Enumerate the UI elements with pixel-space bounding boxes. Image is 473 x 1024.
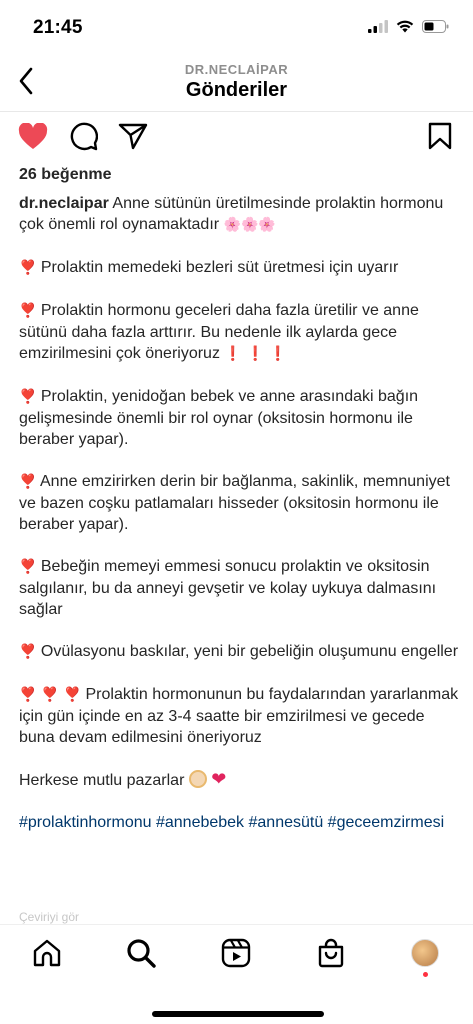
search-icon — [126, 938, 156, 968]
caption-intro: dr.neclaipar Anne sütünün üretilmesinde prolaktin hormonu çok önemli rol oynamaktadır 🌸🌸🌸 — [19, 195, 444, 233]
doctor-emoji-icon — [189, 770, 207, 788]
notification-dot — [423, 972, 428, 977]
account-name: DR.NECLAİPAR — [184, 62, 289, 77]
heart-exclamation-icon: ❣️ — [19, 474, 37, 490]
heart-exclamation-icon: ❣️ — [19, 644, 37, 660]
caption-paragraph: ❣️ Prolaktin hormonu geceleri daha fazla üretilir ve anne sütünü daha fazla arttırır. Bu nedenle ilk aylarda gece emzirilmesini çok öneriyoruz ❗ ❗ ❗ — [19, 302, 419, 362]
caption-paragraph: ❣️ Ovülasyonu baskılar, yeni bir gebeliğin oluşumunu engeller — [19, 643, 459, 660]
see-translation-link[interactable]: Çeviriyi gör — [19, 910, 80, 924]
shopping-bag-icon — [316, 938, 346, 968]
red-heart-icon: ❤ — [211, 769, 227, 790]
like-count[interactable]: 26 beğenme — [19, 166, 112, 183]
hashtags[interactable]: #prolaktinhormonu #annebebek #annesütü #geceemzirmesi — [19, 814, 445, 831]
post-action-bar — [0, 118, 473, 154]
caption-paragraph: ❣️ Bebeğin memeyi emmesi sonucu prolaktin ve oksitosin salgılanır, bu da anneyi gevşetir ve kolay uykuya dalmasını sağlar — [19, 558, 437, 618]
like-button[interactable] — [17, 120, 49, 152]
tab-profile[interactable] — [405, 933, 445, 973]
bookmark-icon — [428, 122, 452, 150]
avatar — [411, 939, 439, 967]
reels-icon — [221, 938, 251, 968]
home-indicator — [152, 1011, 324, 1017]
exclamation-emoji: ❗ ❗ ❗ — [224, 346, 287, 362]
tab-home[interactable] — [27, 933, 67, 973]
caption-closing: Herkese mutlu pazarlar ❤ — [19, 769, 227, 790]
caption-username[interactable]: dr.neclaipar — [19, 195, 109, 212]
heart-exclamation-icon: ❣️ ❣️ ❣️ — [19, 687, 82, 703]
heart-exclamation-icon: ❣️ — [19, 559, 37, 575]
tab-shop[interactable] — [311, 933, 351, 973]
caption-paragraph: ❣️ ❣️ ❣️ Prolaktin hormonunun bu faydalarından yararlanmak için gün içinde en az 3-4 saatte bir emzirilmesi ve gecede buna devam edilmesini öneriyoruz — [19, 686, 459, 746]
tab-reels[interactable] — [216, 933, 256, 973]
share-button[interactable] — [117, 120, 149, 152]
heart-exclamation-icon: ❣️ — [19, 303, 37, 319]
save-button[interactable] — [424, 120, 456, 152]
home-icon — [32, 938, 62, 968]
status-icons — [368, 20, 449, 38]
bottom-tab-bar — [0, 924, 473, 1024]
nav-header — [0, 56, 473, 112]
post-caption — [19, 193, 459, 854]
cellular-signal-icon — [368, 20, 388, 38]
comment-icon — [68, 121, 98, 151]
status-time: 21:45 — [33, 17, 83, 38]
caption-paragraph: ❣️ Prolaktin, yenidoğan bebek ve anne arasındaki bağın gelişmesinde önemli bir rol oynar (oksitosin hormonu ile beraber yapar). — [19, 388, 419, 448]
flower-emoji: 🌸🌸🌸 — [223, 217, 276, 233]
paper-plane-icon — [118, 122, 148, 150]
status-bar — [0, 0, 473, 56]
tab-search[interactable] — [121, 933, 161, 973]
caption-paragraph: ❣️ Anne emzirirken derin bir bağlanma, sakinlik, memnuniyet ve bazen coşku patlamaları hisseder (oksitosin hormonu ile beraber yapar). — [19, 473, 450, 533]
heart-filled-icon — [18, 123, 48, 150]
heart-exclamation-icon: ❣️ — [19, 389, 37, 405]
page-title: Gönderiler — [185, 79, 288, 101]
wifi-icon — [396, 20, 414, 38]
heart-exclamation-icon: ❣️ — [19, 260, 37, 276]
battery-icon — [422, 20, 449, 38]
comment-button[interactable] — [67, 120, 99, 152]
caption-paragraph: ❣️ Prolaktin memedeki bezleri süt üretmesi için uyarır — [19, 259, 399, 276]
